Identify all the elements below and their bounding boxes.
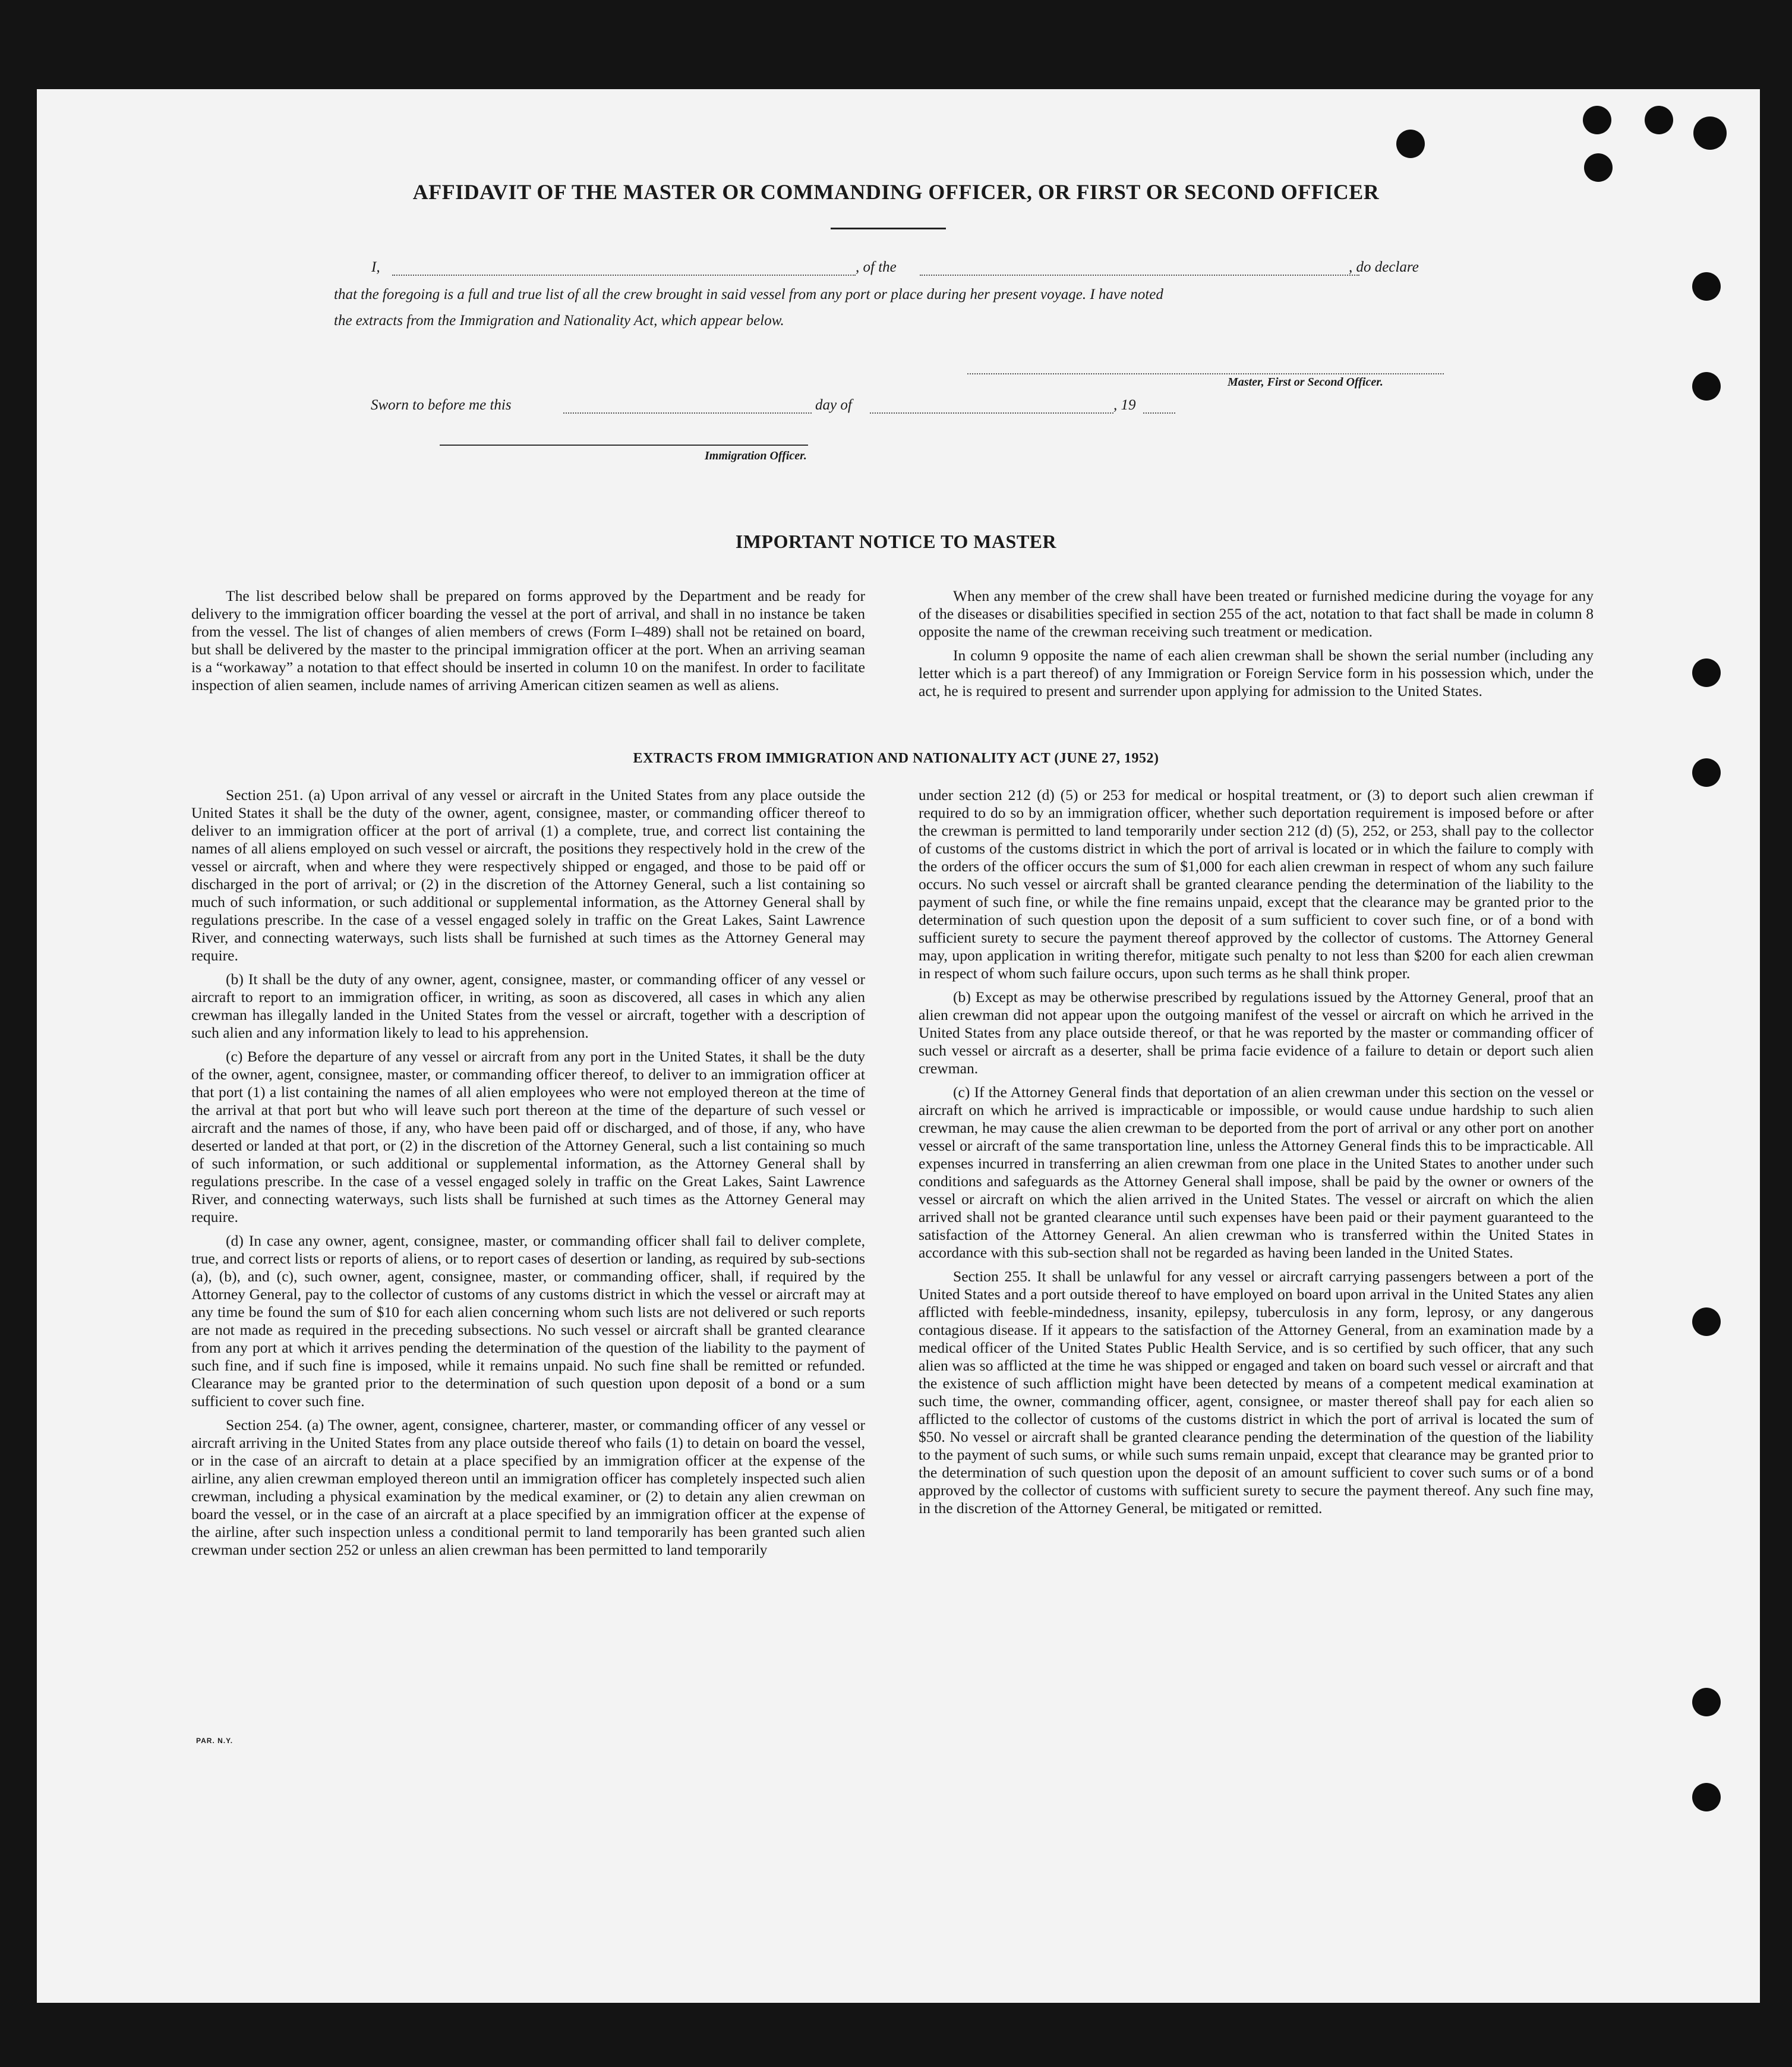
section-paragraph: (c) Before the departure of any vessel or aircraft from any port in the United States, it shall be the duty of the owner, agent, consignee, master, or commanding officer thereof, to deliver to an immigration officer at that port (1) a list containing the names of all alien employees who were not employed thereon at the time of the arrival at that port but who will leave such port thereon at the time of the departure of such vessel or aircraft and the names of those, if any, who have been paid off or discharged, and of those, if any, who have deserted or landed at that port, or (2) in the discretion of the Attorney General, such a list containing so much of such information, or such additional or supplemental information, as the Attorney General shall by regulations prescribe. In the case of a vessel engaged solely in traffic on the Great Lakes, Saint Lawrence River, and connecting waterways, such lists shall be furnished at such times as the Attorney General may require. bbox=[191, 1048, 865, 1225]
affidavit-statement-line: the extracts from the Immigration and Nationality Act, which appear below. bbox=[334, 313, 784, 329]
sworn-month-blank[interactable] bbox=[870, 412, 1113, 414]
immigration-officer-signature-line[interactable] bbox=[440, 445, 808, 446]
section-paragraph: Section 255. It shall be unlawful for any vessel or aircraft carrying passengers between a port of the United States and a port outside thereof to have employed on board upon arrival in the United States any alien afflicted with feeble-mindedness, insanity, epilepsy, tuberculosis in any form, leprosy, or any dangerous contagious disease. If it appears to the satisfaction of the Attorney General, from an examination made by a medical officer of the United States Public Health Service, and is so certified by such officer, that any such alien was so afflicted at the time he was shipped or engaged and taken on board such vessel or aircraft and that the existence of such affliction might have been detected by means of a competent medical examination at such time, the owner, commanding officer, agent, consignee, or master thereof shall pay for each alien so afflicted to the collector of customs of the customs district in which the port of arrival is located the sum of $50. No vessel or aircraft shall be granted clearance pending the determination of the question of the liability to the payment of such sums, or while such sums remain unpaid, except that clearance may be granted prior to the determination of such question upon the deposit of an amount sufficient to cover such sums or of a bond approved by the collector of customs with sufficient surety to secure the payment thereof. Any such fine may, in the discretion of the Attorney General, be mitigated or remitted. bbox=[919, 1268, 1594, 1517]
master-signature-line[interactable] bbox=[967, 373, 1444, 374]
sworn-label: Sworn to before me this bbox=[371, 397, 512, 413]
day-of-label: day of bbox=[815, 397, 852, 413]
notice-left-column bbox=[191, 587, 865, 700]
affidavit-statement-line: that the foregoing is a full and true list of all the crew brought in said vessel from any port or place during her present voyage. I have noted bbox=[334, 286, 1163, 303]
extracts-title: EXTRACTS FROM IMMIGRATION AND NATIONALITY ACT (JUNE 27, 1952) bbox=[633, 751, 1159, 766]
section-paragraph: (b) It shall be the duty of any owner, agent, consignee, master, or commanding officer of any vessel or aircraft to report to an immigration officer, in writing, as soon as discovered, all cases in which any alien crewman has illegally landed in the United States from the vessel or aircraft, together with a description of such alien and any information likely to lead to his apprehension. bbox=[191, 971, 865, 1041]
sworn-day-blank[interactable] bbox=[563, 412, 812, 414]
vessel-blank[interactable] bbox=[920, 275, 1359, 276]
extracts-left-column bbox=[191, 786, 865, 1565]
punch-hole bbox=[1692, 272, 1721, 301]
immigration-officer-caption: Immigration Officer. bbox=[705, 449, 807, 462]
punch-hole bbox=[1583, 106, 1611, 134]
punch-hole bbox=[1692, 1307, 1721, 1336]
notice-paragraph: When any member of the crew shall have been treated or furnished medicine during the voyage for any of the diseases or disabilities specified in section 255 of the act, notation to that fact shall be made in column 8 opposite the name of the crewman receiving such treatment or medication. bbox=[919, 587, 1594, 640]
punch-hole bbox=[1584, 153, 1613, 182]
punch-hole bbox=[1645, 106, 1673, 134]
extracts-right-column bbox=[919, 786, 1594, 1523]
notice-paragraph: In column 9 opposite the name of each alien crewman shall be shown the serial number (including any letter which is a part thereof) of any Immigration or Foreign Service form in his possession which, under the act, he is required to present and surrender upon applying for admission to the United States. bbox=[919, 647, 1594, 699]
notice-title: IMPORTANT NOTICE TO MASTER bbox=[735, 531, 1057, 552]
section-paragraph: Section 251. (a) Upon arrival of any vessel or aircraft in the United States from any place outside the United States it shall be the duty of the owner, agent, consignee, master, or commanding officer thereof to deliver to an immigration officer at the port of arrival (1) a complete, true, and correct list containing the names of all aliens employed on such vessel or aircraft, the positions they respectively hold in the crew of the vessel or aircraft, when and where they were respectively shipped or engaged, and those to be paid off or discharged in the port of arrival; or (2) in the discretion of the Attorney General, such a list containing so much of such information, or such additional or supplemental information, as the Attorney General shall by regulations prescribe. In the case of a vessel engaged solely in traffic on the Great Lakes, Saint Lawrence River, and connecting waterways, such lists shall be furnished at such times as the Attorney General may require. bbox=[191, 786, 865, 964]
of-the-label: , of the bbox=[856, 259, 897, 275]
section-paragraph: Section 254. (a) The owner, agent, consignee, charterer, master, or commanding officer of any vessel or aircraft arriving in the United States from any place outside thereof who fails (1) to detain on board the vessel, or in the case of an aircraft to detain at a place specified by an immigration officer at the expense of the airline, any alien crewman employed thereon until an immigration officer has completely inspected such alien crewman, including a physical examination by the medical examiner, or (2) to detain any alien crewman on board the vessel, or in the case of an aircraft at a place specified by an immigration officer at the expense of the airline, after such inspection unless a conditional permit to land temporarily has been granted such alien crewman under section 252 or unless an alien crewman has been permitted to land temporarily bbox=[191, 1416, 865, 1558]
affidavit-i-label: I, bbox=[371, 259, 380, 275]
punch-hole bbox=[1692, 1688, 1721, 1716]
year-label: , 19 bbox=[1113, 397, 1136, 413]
punch-hole bbox=[1692, 758, 1721, 787]
affidavit-title: AFFIDAVIT OF THE MASTER OR COMMANDING OFFICER, OR FIRST OR SECOND OFFICER bbox=[412, 180, 1380, 204]
punch-hole bbox=[1692, 658, 1721, 687]
section-paragraph: (c) If the Attorney General finds that deportation of an alien crewman under this section on the vessel or aircraft on which he arrived is impracticable or impossible, or would cause undue hardship to such alien crewman, he may cause the alien crewman to be deported from the port of arrival or any other port on another vessel or aircraft of the same transportation line, unless the Attorney General finds this to be impracticable. All expenses incurred in transferring an alien crewman from one place in the United States to another under such conditions and safeguards as the Attorney General shall impose, shall be paid by the owner or owners of the vessel or aircraft on which the alien arrived in the United States. The vessel or aircraft on which the alien arrived shall not be granted clearance until such expenses have been paid or their payment guaranteed to the satisfaction of the Attorney General. An alien crewman who is transferred within the United States in accordance with this sub-section shall not be regarded as having been landed in the United States. bbox=[919, 1083, 1594, 1261]
section-paragraph: under section 212 (d) (5) or 253 for medical or hospital treatment, or (3) to deport such alien crewman if required to do so by an immigration officer, whether such deportation requirement is imposed before or after the crewman is permitted to land temporarily under section 212 (d) (5), 252, or 253, shall pay to the collector of customs of the customs district in which the port of arrival is located or in which the failure to comply with the orders of the officer occurs the sum of $1,000 for each alien crewman in respect of whom any such failure occurs. No such vessel or aircraft shall be granted clearance pending the determination of the liability to the payment of such fine, or while the fine remains unpaid, except that the clearance may be granted prior to the determination of such question upon the deposit of a sum sufficient to cover such fine, or of a bond with sufficient surety to secure the payment thereof approved by the collector of customs. The Attorney General may, upon application in writing therefor, mitigate such penalty to not less than $200 for each alien crewman in respect of whom such failure occurs, upon such terms as he shall think proper. bbox=[919, 786, 1594, 982]
name-blank[interactable] bbox=[392, 275, 856, 276]
punch-hole bbox=[1396, 130, 1425, 158]
title-divider bbox=[831, 228, 946, 229]
do-declare-label: , do declare bbox=[1349, 259, 1419, 275]
punch-hole bbox=[1693, 116, 1727, 150]
notice-right-column bbox=[919, 587, 1594, 706]
punch-hole bbox=[1692, 372, 1721, 401]
notice-paragraph: The list described below shall be prepared on forms approved by the Department and be ready for delivery to the immigration officer boarding the vessel at the port of arrival, and shall in no instance be taken from the vessel. The list of changes of alien members of crews (Form I–489) shall not be retained on board, but shall be delivered by the master to the principal immigration officer at the port. When an arriving seaman is a “workaway” a notation to that effect should be inserted in column 10 on the manifest. In order to facilitate inspection of alien seamen, include names of arriving American citizen seamen as well as aliens. bbox=[191, 587, 865, 694]
section-paragraph: (b) Except as may be otherwise prescribed by regulations issued by the Attorney General, proof that an alien crewman did not appear upon the outgoing manifest of the vessel or aircraft on which he arrived in the United States from any place outside thereof, or that he was reported by the master or commanding officer of such vessel or aircraft as a deserter, shall be prima facie evidence of a failure to detain or deport such alien crewman. bbox=[919, 988, 1594, 1077]
printer-mark: PAR. N.Y. bbox=[196, 1737, 234, 1745]
punch-hole bbox=[1692, 1783, 1721, 1811]
section-paragraph: (d) In case any owner, agent, consignee, master, or commanding officer shall fail to deliver complete, true, and correct lists or reports of aliens, or to report cases of desertion or landing, as required by sub-sections (a), (b), and (c), such owner, agent, consignee, master, or commanding officer, shall, if required by the Attorney General, pay to the collector of customs of any customs district in which the vessel or aircraft may at any time be found the sum of $10 for each alien concerning whom such lists are not delivered or such reports are not made as required in the preceding subsections. No such vessel or aircraft shall be granted clearance from any port at which it arrives pending the determination of the question of the liability to the payment of such fine, and if such fine is imposed, while it remains unpaid. No such fine shall be remitted or refunded. Clearance may be granted prior to the determination of such question upon deposit of a bond or a sum sufficient to cover such fine. bbox=[191, 1232, 865, 1410]
master-caption: Master, First or Second Officer. bbox=[1228, 376, 1383, 389]
sworn-year-blank[interactable] bbox=[1143, 412, 1175, 414]
